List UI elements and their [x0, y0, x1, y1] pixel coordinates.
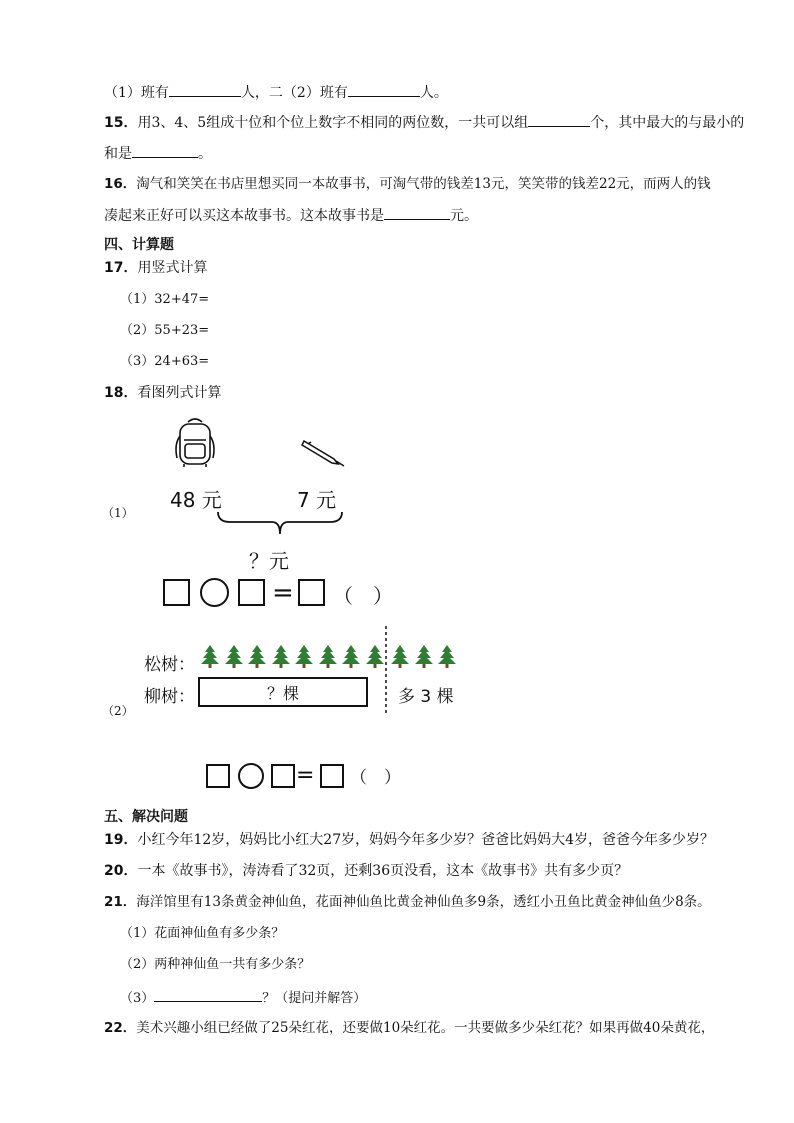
operator-circle-2[interactable]: [238, 763, 264, 789]
q20-text: 一本《故事书》，涛涛看了32页，还剩36页没看，这本《故事书》共有多少页？: [137, 863, 629, 879]
pine-label: 松树：: [144, 655, 195, 675]
q19-number: 19．: [104, 832, 138, 848]
answer-box-5[interactable]: [271, 764, 295, 788]
q15-text-2a: 和是: [104, 146, 132, 162]
q18-part-1-label: （1）: [102, 506, 134, 520]
operator-circle[interactable]: [200, 578, 229, 607]
willow-bar: [198, 677, 368, 707]
q15-text-1a: 用3、4、5组成十位和个位上数字不相同的两位数，一共可以组: [137, 115, 529, 131]
q20-number: 20．: [104, 863, 138, 879]
q15-blank-1[interactable]: [528, 112, 590, 127]
answer-box-6[interactable]: [320, 764, 344, 788]
total-brace: [216, 510, 344, 538]
q17-text: 用竖式计算: [137, 260, 208, 276]
q21-sub-3-suffix: ？（提问并解答）: [262, 991, 367, 1006]
pine-tree-icon: [294, 644, 314, 668]
q16-text-2a: 凑起来正好可以买这本故事书。这本故事书是: [104, 208, 384, 224]
answer-box-3[interactable]: [298, 579, 325, 606]
q14-text-b: 人，二（2）班有: [240, 85, 348, 101]
q21-text: 海洋馆里有13条黄金神仙鱼，花面神仙鱼比黄金神仙鱼多9条，透红小丑鱼比黄金神仙鱼少8条。: [136, 894, 711, 910]
equals-sign: =: [272, 578, 294, 608]
answer-box-1[interactable]: [163, 579, 190, 606]
q14-text-a: （1）班有: [104, 85, 169, 101]
q15-text-1b: 个，其中最大的与最小的: [590, 115, 745, 131]
q16-number: 16．: [104, 176, 137, 192]
q17-item-1: （1）32+47=: [120, 292, 210, 307]
pen-price: 7 元: [297, 488, 337, 512]
q18-line: [104, 383, 221, 403]
q21-number: 21．: [104, 894, 137, 910]
q18-text: 看图列式计算: [137, 385, 222, 401]
answer-box-2[interactable]: [238, 579, 265, 606]
q21-sub-3: [120, 987, 366, 1008]
backpack-price: 48 元: [170, 488, 222, 512]
q21-question-blank[interactable]: [154, 987, 262, 1002]
q14-line: [104, 82, 448, 103]
section-5-title: 五、解决问题: [104, 809, 188, 825]
answer-box-4[interactable]: [206, 764, 230, 788]
pine-tree-icon: [318, 644, 338, 668]
pine-tree-icon: [224, 644, 244, 668]
q21-sub-3-prefix: （3）: [120, 991, 155, 1006]
q22-line: [104, 1018, 714, 1038]
willow-count-question: ？棵: [266, 683, 299, 703]
q17-item-3: （3）24+63=: [120, 354, 210, 369]
q14-blank-1[interactable]: [169, 82, 241, 97]
q14-blank-2[interactable]: [348, 82, 420, 97]
q22-text: 美术兴趣小组已经做了25朵红花，还要做10朵红花。一共要做多少朵红花？如果再做40朵黄花，: [136, 1020, 715, 1036]
pine-tree-icon: [365, 644, 385, 668]
unit-paren-1[interactable]: （ ）: [333, 584, 393, 608]
q18-part-2-label: （2）: [102, 704, 134, 718]
q14-text-c: 人。: [419, 85, 448, 101]
pine-tree-icon: [390, 644, 410, 668]
q22-number: 22．: [104, 1020, 137, 1036]
willow-label: 柳树：: [144, 687, 195, 707]
q15-blank-2[interactable]: [132, 143, 198, 158]
pine-tree-icon: [437, 644, 457, 668]
q17-line: [104, 258, 207, 278]
q16-blank[interactable]: [384, 205, 450, 220]
q19-text: 小红今年12岁，妈妈比小红大27岁，妈妈今年多少岁？爸爸比妈妈大4岁，爸爸今年多少岁？: [137, 832, 715, 848]
pine-tree-icon: [414, 644, 434, 668]
q17-item-2: （2）55+23=: [120, 323, 210, 338]
more-three-label: 多 3 棵: [398, 687, 454, 707]
backpack-icon: [172, 416, 218, 468]
q18-number: 18．: [104, 385, 138, 401]
q21-line: [104, 892, 711, 912]
pine-tree-icon: [247, 644, 267, 668]
total-question: ？元: [249, 549, 289, 573]
pen-icon: [300, 437, 348, 469]
q15-number: 15．: [104, 115, 138, 131]
q21-sub-2: （2）两种神仙鱼一共有多少条？: [120, 957, 311, 972]
q15-text-2b: 。: [198, 146, 212, 162]
pine-tree-icon: [200, 644, 220, 668]
q21-sub-1: （1）花面神仙鱼有多少条？: [120, 926, 285, 941]
q16-text-2b: 元。: [450, 208, 478, 224]
unit-paren-2[interactable]: （ ）: [350, 768, 401, 788]
q16-text-1: 淘气和笑笑在书店里想买同一本故事书，可淘气带的钱差13元，笑笑带的钱差22元，而两人的钱: [136, 176, 711, 192]
q19-line: [104, 830, 714, 850]
pine-tree-icon: [341, 644, 361, 668]
section-4-title: 四、计算题: [104, 237, 174, 253]
q17-number: 17．: [104, 260, 138, 276]
q20-line: [104, 861, 628, 881]
q16-line-2: [104, 205, 478, 226]
q15-line-2: [104, 143, 212, 164]
comparison-divider: [383, 626, 389, 714]
q15-line-1: [104, 112, 744, 133]
pine-tree-icon: [271, 644, 291, 668]
equals-sign-2: =: [296, 763, 315, 788]
pine-tree-row: [200, 644, 460, 670]
q16-line-1: [104, 174, 711, 194]
